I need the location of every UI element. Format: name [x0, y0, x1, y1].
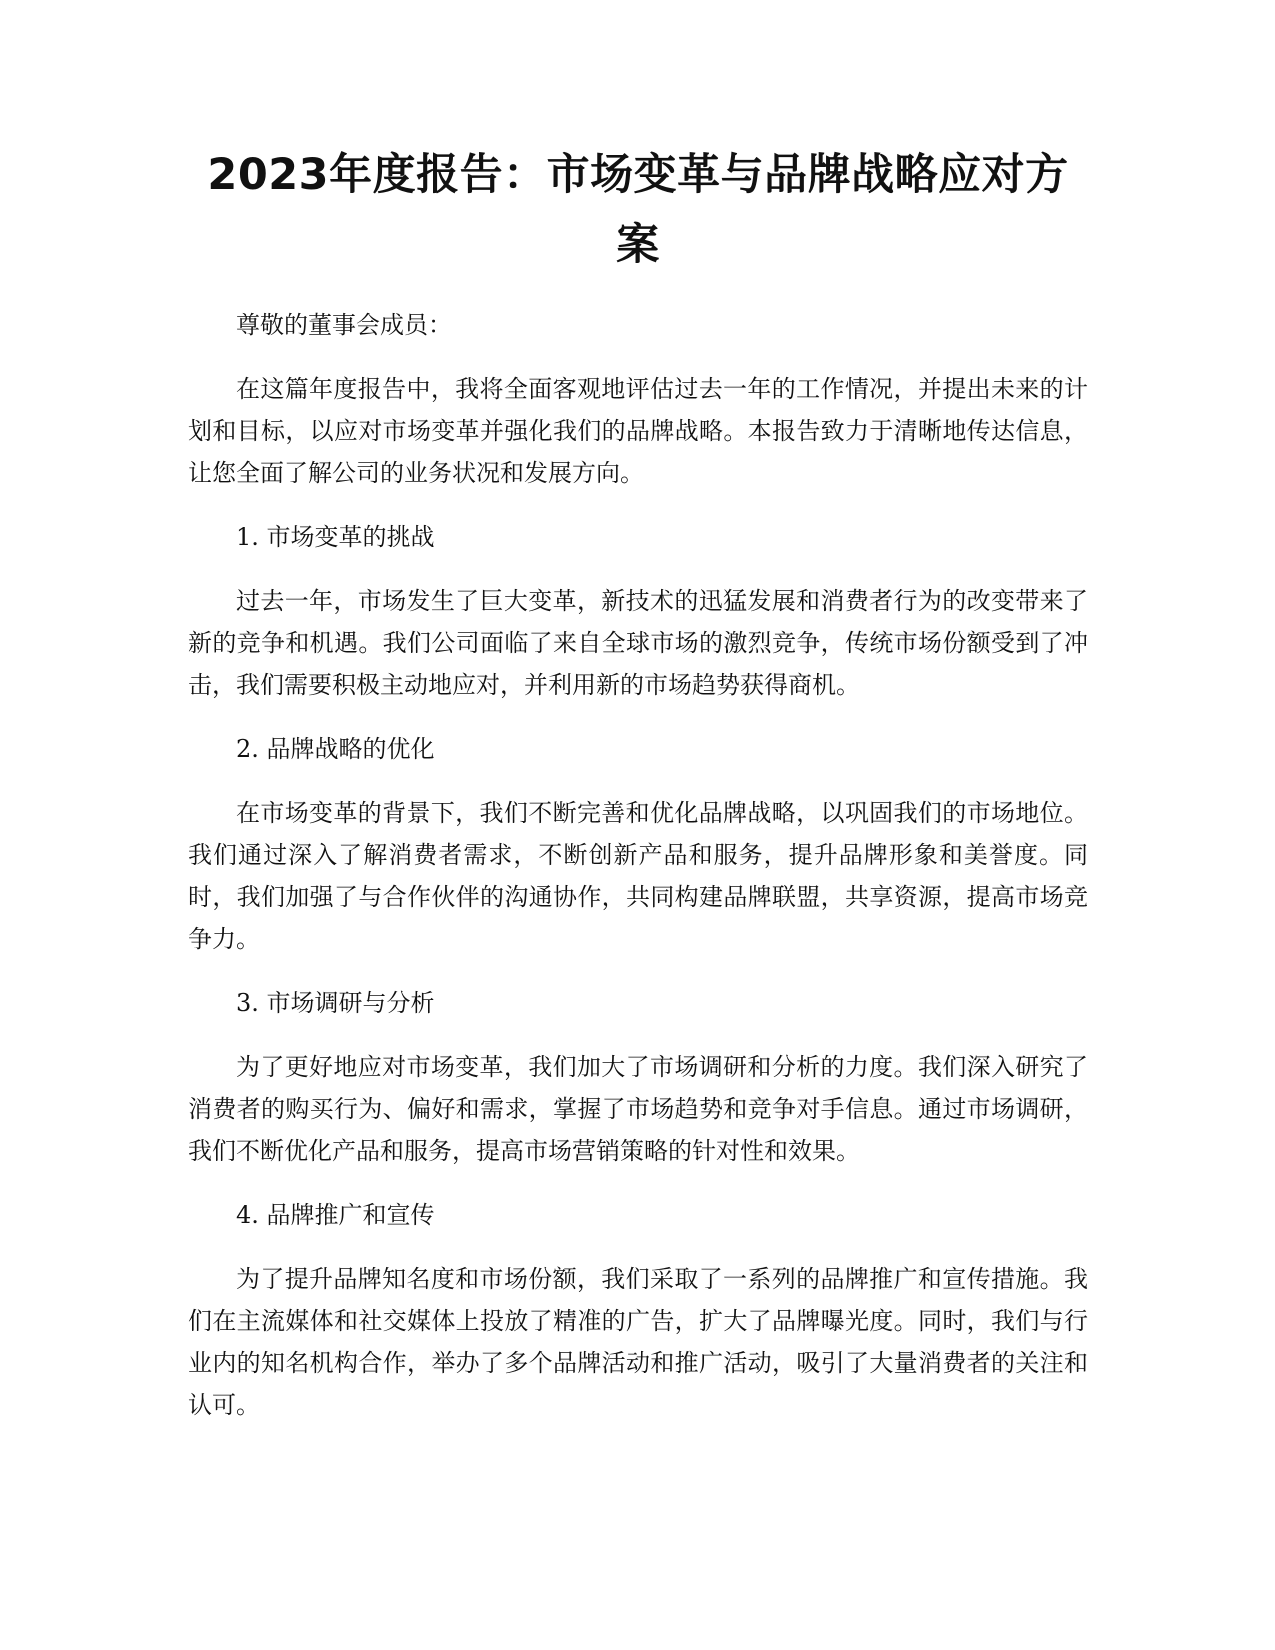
section-heading-2: 2. 品牌战略的优化 — [236, 735, 435, 763]
section-heading-1: 1. 市场变革的挑战 — [236, 523, 435, 551]
document-page — [188, 140, 1088, 1448]
salutation: 尊敬的董事会成员： — [236, 311, 452, 339]
section-body-4: 为了提升品牌知名度和市场份额，我们采取了一系列的品牌推广和宣传措施。我们在主流媒体和社交媒体上投放了精准的广告，扩大了品牌曝光度。同时，我们与行业内的知名机构合作，举办了多个品牌活动和推广活动，吸引了大量消费者的关注和认可。 — [188, 1265, 1088, 1419]
section-body-1: 过去一年，市场发生了巨大变革，新技术的迅猛发展和消费者行为的改变带来了新的竞争和机遇。我们公司面临了来自全球市场的激烈竞争，传统市场份额受到了冲击，我们需要积极主动地应对，并利用新的市场趋势获得商机。 — [188, 587, 1088, 699]
section-body-2: 在市场变革的背景下，我们不断完善和优化品牌战略，以巩固我们的市场地位。我们通过深入了解消费者需求，不断创新产品和服务，提升品牌形象和美誉度。同时，我们加强了与合作伙伴的沟通协作，共同构建品牌联盟，共享资源，提高市场竞争力。 — [188, 799, 1088, 953]
intro-paragraph: 在这篇年度报告中，我将全面客观地评估过去一年的工作情况，并提出未来的计划和目标，以应对市场变革并强化我们的品牌战略。本报告致力于清晰地传达信息，让您全面了解公司的业务状况和发展方向。 — [188, 375, 1088, 487]
section-heading-3: 3. 市场调研与分析 — [236, 989, 435, 1017]
section-heading-4: 4. 品牌推广和宣传 — [236, 1201, 435, 1229]
document-title: 2023年度报告：市场变革与品牌战略应对方案 — [207, 150, 1069, 270]
section-body-3: 为了更好地应对市场变革，我们加大了市场调研和分析的力度。我们深入研究了消费者的购买行为、偏好和需求，掌握了市场趋势和竞争对手信息。通过市场调研，我们不断优化产品和服务，提高市场营销策略的针对性和效果。 — [188, 1053, 1088, 1165]
